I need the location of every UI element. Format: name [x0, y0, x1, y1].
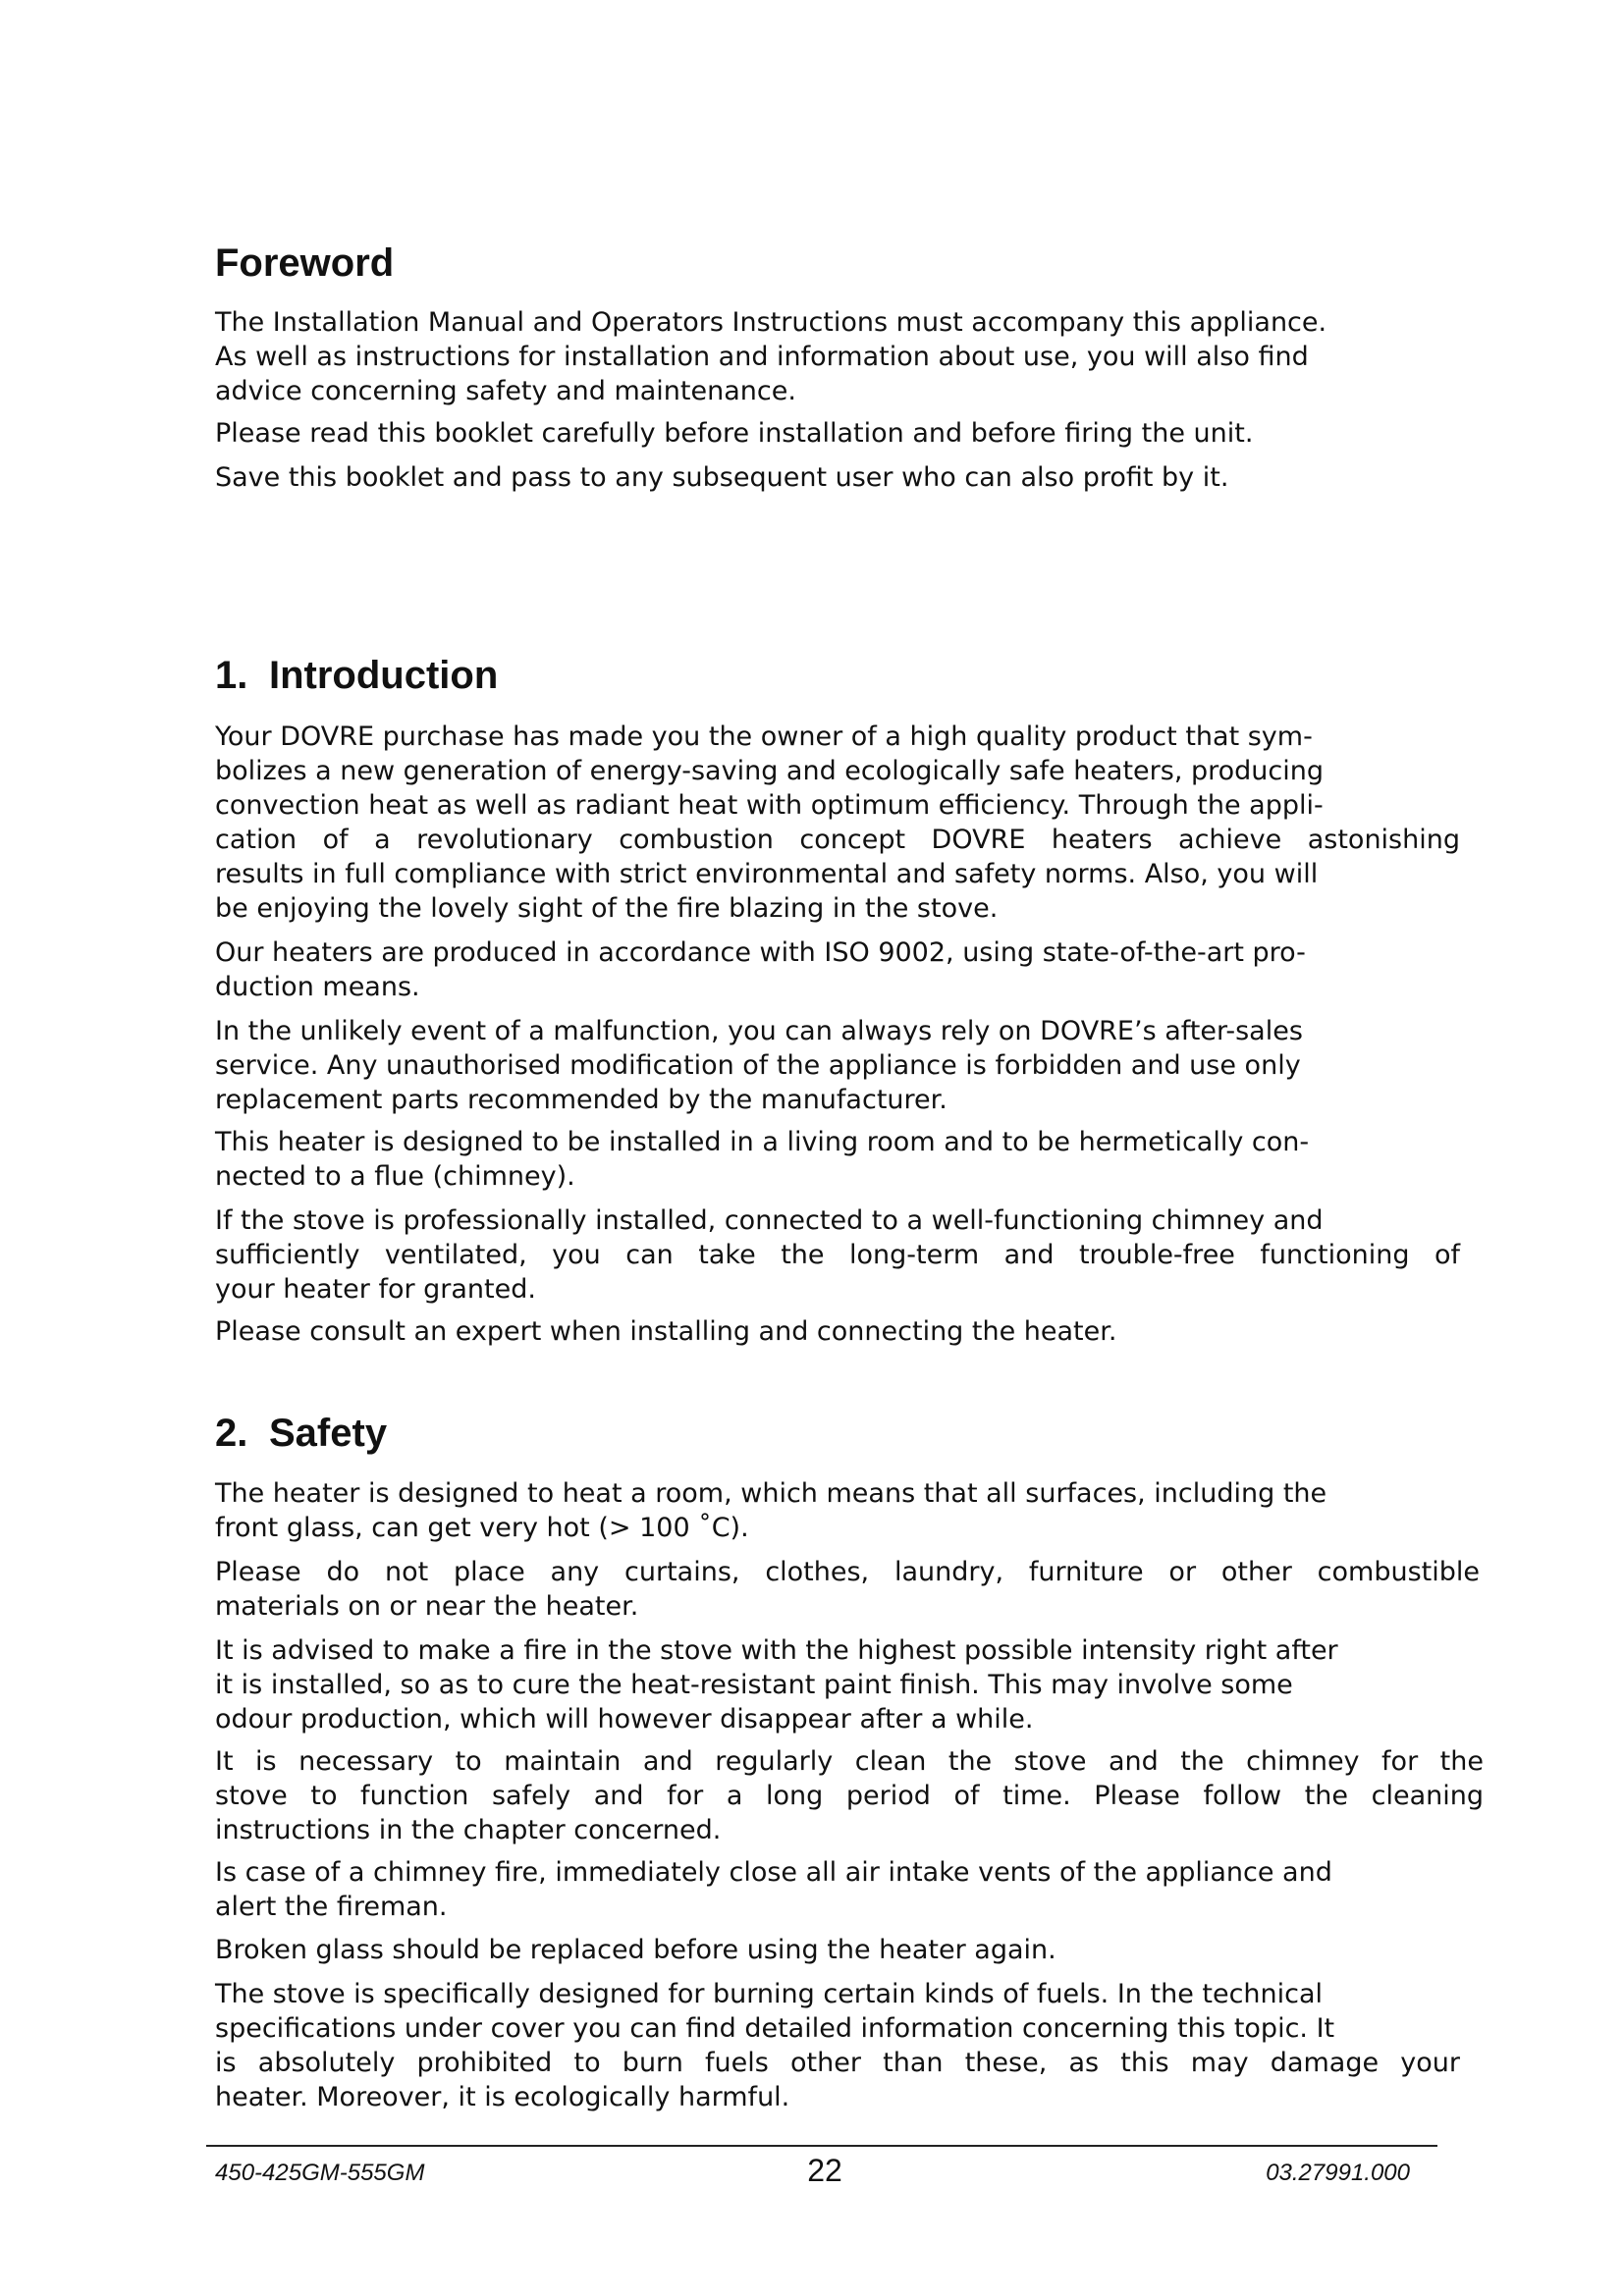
text-line: convection heat as well as radiant heat with optimum efficiency. Through the appli-: [215, 790, 1324, 821]
text-line: duction means.: [215, 972, 420, 1002]
text-line: alert the fireman.: [215, 1892, 448, 1922]
text-line: sufficiently ventilated, you can take the long-term and trouble-free functioning of: [215, 1240, 1460, 1270]
text-line: Our heaters are produced in accordance with ISO 9002, using state-of-the-art pro-: [215, 937, 1306, 968]
text-line: In the unlikely event of a malfunction, you can always rely on DOVRE’s after-sales: [215, 1016, 1303, 1046]
text-line: bolizes a new generation of energy-saving and ecologically safe heaters, producing: [215, 756, 1325, 786]
text-line: be enjoying the lovely sight of the fire blazing in the stove.: [215, 893, 999, 924]
text-line: As well as instructions for installation and information about use, you will also find: [215, 342, 1309, 372]
safety-paragraph-1: [215, 1476, 1326, 1545]
introduction-title: Introduction: [269, 654, 499, 697]
text-line: your heater for granted.: [215, 1274, 536, 1305]
text-line: Save this booklet and pass to any subsequent user who can also profit by it.: [215, 462, 1229, 493]
text-line: It is advised to make a fire in the stove with the highest possible intensity right after: [215, 1635, 1338, 1666]
introduction-paragraph-3: [215, 1014, 1303, 1117]
text-line: results in full compliance with strict environmental and safety norms. Also, you will: [215, 859, 1319, 889]
text-line: it is installed, so as to cure the heat-resistant paint finish. This may involve some: [215, 1670, 1293, 1700]
footer-divider: [206, 2145, 1437, 2147]
foreword-paragraph-2: [215, 416, 1253, 451]
introduction-paragraph-5: [215, 1203, 1460, 1307]
text-line: replacement parts recommended by the manufacturer.: [215, 1085, 947, 1115]
text-line: Please do not place any curtains, clothes, laundry, furniture or other combustible: [215, 1557, 1480, 1587]
text-line: The Installation Manual and Operators Instructions must accompany this appliance.: [215, 307, 1327, 338]
text-line: advice concerning safety and maintenance.: [215, 376, 796, 406]
introduction-paragraph-6: [215, 1314, 1116, 1349]
section-number: 1.: [215, 654, 248, 697]
text-line: The stove is specifically designed for burning certain kinds of fuels. In the technical: [215, 1979, 1324, 2009]
text-line: nected to a flue (chimney).: [215, 1161, 575, 1192]
safety-heading: [215, 1410, 387, 1457]
safety-paragraph-4: [215, 1744, 1484, 1847]
safety-title: Safety: [269, 1412, 388, 1455]
text-line: Please read this booklet carefully before installation and before firing the unit.: [215, 418, 1254, 449]
safety-paragraph-2: [215, 1555, 1480, 1624]
safety-paragraph-5: [215, 1855, 1332, 1924]
section-number: 2.: [215, 1412, 248, 1455]
text-line: This heater is designed to be installed in a living room and to be hermetically con-: [215, 1127, 1310, 1157]
introduction-paragraph-2: [215, 935, 1306, 1004]
text-line: specifications under cover you can find detailed information concerning this topic. It: [215, 2013, 1335, 2044]
text-line: Broken glass should be replaced before using the heater again.: [215, 1935, 1056, 1965]
text-line: is absolutely prohibited to burn fuels other than these, as this may damage your: [215, 2048, 1460, 2078]
text-line: odour production, which will however disappear after a while.: [215, 1704, 1034, 1735]
foreword-title: Foreword: [215, 241, 395, 285]
safety-paragraph-6: [215, 1933, 1056, 1967]
introduction-paragraph-1: [215, 720, 1460, 926]
text-line: cation of a revolutionary combustion concept DOVRE heaters achieve astonishing: [215, 825, 1460, 855]
footer-code: 03.27991.000: [1266, 2160, 1410, 2186]
introduction-heading: [215, 652, 498, 699]
text-line: It is necessary to maintain and regularly clean the stove and the chimney for the: [215, 1746, 1484, 1777]
text-line: front glass, can get very hot (> 100 ˚C).: [215, 1513, 749, 1543]
page-number: 22: [807, 2153, 842, 2188]
text-line: The heater is designed to heat a room, which means that all surfaces, including the: [215, 1478, 1327, 1509]
foreword-paragraph-1: [215, 305, 1326, 408]
footer-model: 450-425GM-555GM: [215, 2160, 425, 2186]
text-line: If the stove is professionally installed, connected to a well-functioning chimney and: [215, 1205, 1324, 1236]
text-line: instructions in the chapter concerned.: [215, 1815, 722, 1845]
text-line: stove to function safely and for a long period of time. Please follow the cleaning: [215, 1781, 1484, 1811]
text-line: Your DOVRE purchase has made you the owner of a high quality product that sym-: [215, 721, 1313, 752]
text-line: Please consult an expert when installing and connecting the heater.: [215, 1316, 1117, 1347]
introduction-paragraph-4: [215, 1125, 1309, 1194]
safety-paragraph-3: [215, 1633, 1338, 1736]
foreword-heading: [215, 240, 394, 287]
safety-paragraph-7: [215, 1977, 1460, 2114]
text-line: Is case of a chimney fire, immediately close all air intake vents of the appliance and: [215, 1857, 1332, 1888]
foreword-paragraph-3: [215, 460, 1228, 495]
text-line: service. Any unauthorised modification of the appliance is forbidden and use only: [215, 1050, 1301, 1081]
text-line: heater. Moreover, it is ecologically harmful.: [215, 2082, 790, 2112]
text-line: materials on or near the heater.: [215, 1591, 639, 1622]
